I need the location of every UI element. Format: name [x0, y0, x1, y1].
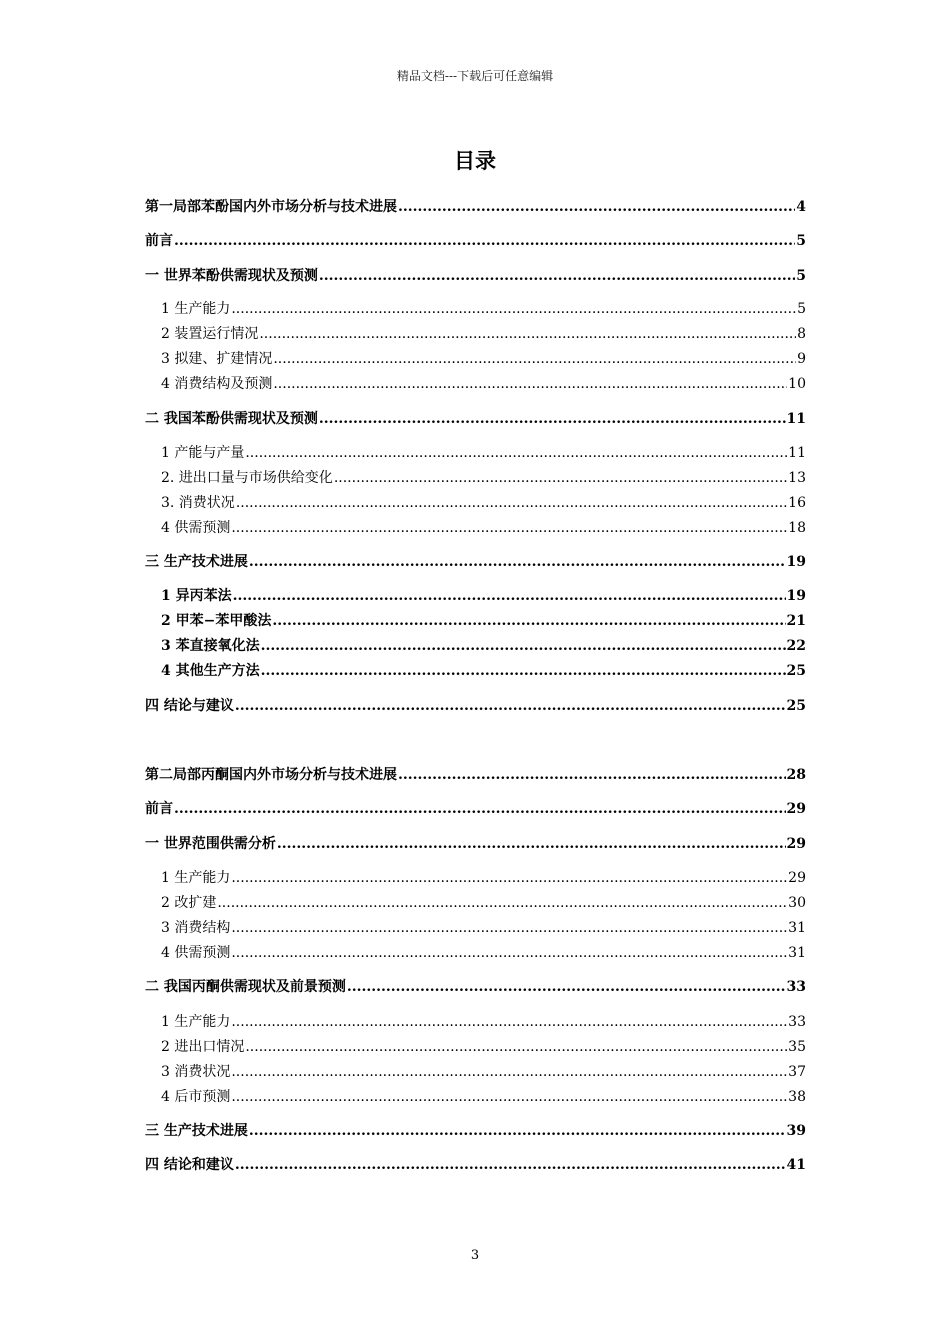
toc-entry-label: 2. 进出口量与市场供给变化: [161, 470, 333, 486]
toc-entry[interactable]: [161, 443, 806, 463]
toc-leader-dots: [231, 868, 787, 888]
toc-leader-dots: [217, 893, 787, 913]
toc-entry[interactable]: [161, 868, 806, 888]
toc-entry-page: 28: [786, 767, 806, 783]
toc-entry-page: 29: [786, 836, 806, 852]
toc-entry-page: 41: [786, 1157, 806, 1173]
toc-entry[interactable]: [145, 765, 806, 785]
toc-entry-label: 4 供需预测: [161, 945, 231, 961]
toc-entry-page: 9: [797, 351, 806, 367]
toc-entry-page: 21: [786, 613, 806, 629]
toc-entry[interactable]: [161, 324, 806, 344]
toc-entry-label: 三 生产技术进展: [145, 554, 248, 570]
toc-entry-page: 33: [786, 979, 806, 995]
toc-leader-dots: [245, 443, 787, 463]
toc-entry-page: 38: [788, 1089, 806, 1105]
toc-leader-dots: [261, 636, 786, 656]
toc-leader-dots: [277, 834, 786, 854]
toc-leader-dots: [231, 918, 787, 938]
toc-entry[interactable]: [161, 468, 806, 488]
toc-entry[interactable]: [161, 349, 806, 369]
toc-entry[interactable]: [145, 409, 806, 429]
toc-leader-dots: [245, 1037, 787, 1057]
toc-entry-page: 18: [788, 520, 806, 536]
toc-entry[interactable]: [145, 799, 806, 819]
toc-entry[interactable]: [161, 1087, 806, 1107]
toc-entry-label: 3. 消费状况: [161, 495, 235, 511]
toc-entry-page: 39: [786, 1123, 806, 1139]
toc-entry[interactable]: [145, 266, 806, 286]
toc-entry-label: 第二局部丙酮国内外市场分析与技术进展: [145, 767, 397, 783]
toc-entry-label: 3 消费结构: [161, 920, 231, 936]
toc-leader-dots: [398, 197, 795, 217]
toc-entry-label: 一 世界苯酚供需现状及预测: [145, 268, 318, 284]
toc-leader-dots: [334, 468, 787, 488]
toc-entry[interactable]: [145, 552, 806, 572]
toc-entry-page: 4: [796, 199, 806, 215]
toc-leader-dots: [261, 661, 786, 681]
toc-entry-label: 四 结论与建议: [145, 698, 234, 714]
toc-entry-label: 三 生产技术进展: [145, 1123, 248, 1139]
toc-leader-dots: [231, 1087, 787, 1107]
toc-entry-page: 10: [788, 376, 806, 392]
toc-entry-page: 25: [786, 663, 806, 679]
toc-entry-label: 1 异丙苯法: [161, 588, 232, 604]
toc-leader-dots: [249, 1121, 786, 1141]
toc-leader-dots: [231, 943, 787, 963]
toc-entry-label: 一 世界范围供需分析: [145, 836, 276, 852]
toc-entry-label: 1 生产能力: [161, 301, 231, 317]
toc-entry-label: 2 改扩建: [161, 895, 217, 911]
toc-entry-page: 8: [797, 326, 806, 342]
toc-entry-page: 11: [786, 411, 806, 427]
toc-entry[interactable]: [161, 586, 806, 606]
toc-entry-page: 35: [788, 1039, 806, 1055]
toc-leader-dots: [347, 977, 786, 997]
toc-entry-label: 二 我国丙酮供需现状及前景预测: [145, 979, 346, 995]
toc-entry-page: 25: [786, 698, 806, 714]
toc-entry[interactable]: [145, 696, 806, 716]
page-number: 3: [470, 1248, 480, 1263]
toc-entry[interactable]: [145, 834, 806, 854]
toc-leader-dots: [236, 493, 787, 513]
toc-entry[interactable]: [161, 611, 806, 631]
toc-entry-label: 第一局部苯酚国内外市场分析与技术进展: [145, 199, 397, 215]
toc-leader-dots: [319, 409, 786, 429]
toc-leader-dots: [231, 1012, 787, 1032]
toc-entry-label: 4 消费结构及预测: [161, 376, 273, 392]
toc-entry-page: 29: [788, 870, 806, 886]
toc-entry-label: 4 后市预测: [161, 1089, 231, 1105]
toc-entry-page: 19: [786, 588, 806, 604]
toc-entry[interactable]: [161, 1062, 806, 1082]
toc-entry[interactable]: [161, 299, 806, 319]
toc-entry-page: 31: [788, 945, 806, 961]
toc-leader-dots: [233, 586, 786, 606]
toc-leader-dots: [272, 611, 785, 631]
toc-entry-label: 前言: [145, 801, 173, 817]
toc-entry[interactable]: [161, 1012, 806, 1032]
toc-entry[interactable]: [161, 636, 806, 656]
toc-entry[interactable]: [161, 661, 806, 681]
toc-leader-dots: [259, 324, 796, 344]
toc-entry-label: 4 供需预测: [161, 520, 231, 536]
toc-entry-page: 5: [796, 233, 806, 249]
toc-entry[interactable]: [161, 493, 806, 513]
page-header: 精品文档---下载后可任意编辑: [396, 69, 554, 83]
toc-entry-page: 5: [797, 301, 806, 317]
toc-entry[interactable]: [161, 893, 806, 913]
toc-entry[interactable]: [161, 943, 806, 963]
toc-entry-page: 19: [786, 554, 806, 570]
toc-entry[interactable]: [145, 977, 806, 997]
toc-entry-label: 前言: [145, 233, 173, 249]
toc-entry-page: 5: [796, 268, 806, 284]
toc-entry-label: 4 其他生产方法: [161, 663, 260, 679]
toc-entry[interactable]: [145, 1155, 806, 1175]
toc-leader-dots: [319, 266, 795, 286]
toc-entry-label: 2 装置运行情况: [161, 326, 259, 342]
toc-entry-page: 37: [788, 1064, 806, 1080]
toc-leader-dots: [231, 299, 796, 319]
toc-entry-label: 四 结论和建议: [145, 1157, 234, 1173]
toc-leader-dots: [174, 231, 795, 251]
toc-entry-label: 2 进出口情况: [161, 1039, 245, 1055]
toc-leader-dots: [249, 552, 786, 572]
toc-entry-page: 11: [788, 445, 806, 461]
toc-leader-dots: [174, 799, 786, 819]
toc-entry-label: 1 产能与产量: [161, 445, 245, 461]
toc-leader-dots: [273, 349, 796, 369]
toc-entry-page: 31: [788, 920, 806, 936]
toc-entry-page: 13: [788, 470, 806, 486]
toc-entry-page: 29: [786, 801, 806, 817]
toc-leader-dots: [235, 696, 786, 716]
toc-entry-page: 16: [788, 495, 806, 511]
toc-entry-label: 3 消费状况: [161, 1064, 231, 1080]
toc-leader-dots: [235, 1155, 786, 1175]
toc-leader-dots: [231, 518, 787, 538]
toc-entry[interactable]: [161, 374, 806, 394]
toc-entry-label: 3 苯直接氧化法: [161, 638, 260, 654]
toc-entry[interactable]: [145, 231, 806, 251]
toc-entry-label: 3 拟建、扩建情况: [161, 351, 273, 367]
toc-entry[interactable]: [161, 518, 806, 538]
toc-entry[interactable]: [145, 197, 806, 217]
toc-leader-dots: [273, 374, 787, 394]
toc-entry-label: 二 我国苯酚供需现状及预测: [145, 411, 318, 427]
toc-leader-dots: [398, 765, 786, 785]
toc-entry[interactable]: [161, 1037, 806, 1057]
toc-entry[interactable]: [161, 918, 806, 938]
page-title: 目录: [454, 149, 496, 173]
toc-entry-label: 1 生产能力: [161, 1014, 231, 1030]
toc-entry-label: 1 生产能力: [161, 870, 231, 886]
toc-entry-page: 33: [788, 1014, 806, 1030]
toc-entry-label: 2 甲苯−苯甲酸法: [161, 613, 272, 629]
toc-entry-page: 22: [786, 638, 806, 654]
toc-entry-page: 30: [788, 895, 806, 911]
toc-leader-dots: [231, 1062, 787, 1082]
toc-entry[interactable]: [145, 1121, 806, 1141]
